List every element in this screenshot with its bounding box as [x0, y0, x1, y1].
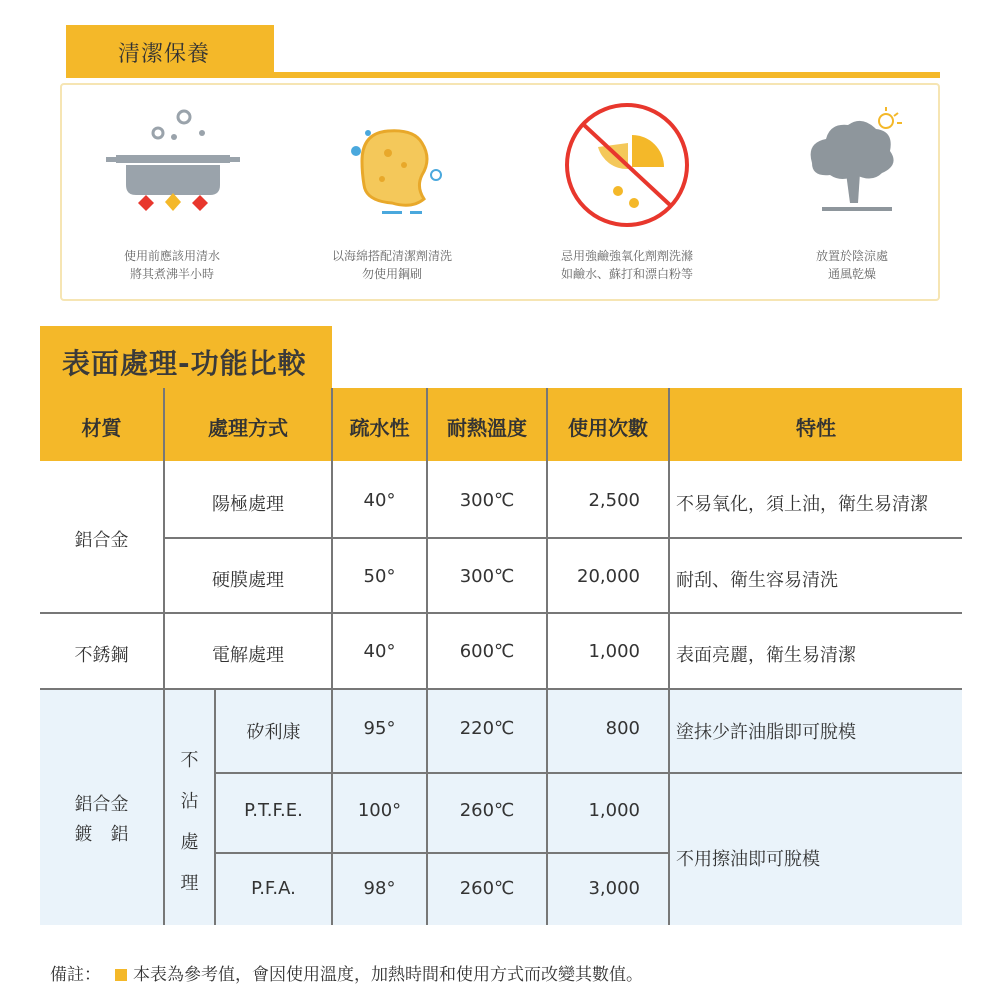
feature-cell: 塗抹少許油脂即可脫模 — [676, 722, 856, 743]
table-section-title: 表面處理-功能比較 — [62, 347, 307, 380]
row-separator — [214, 852, 668, 854]
method-cell: P.T.F.E. — [244, 800, 303, 821]
group-stainless: 不銹鋼 — [74, 645, 129, 666]
care-item-no-alkali — [517, 85, 737, 299]
group-nonstick: 不 沾 處 理 — [180, 750, 199, 894]
care-item-boil — [62, 85, 282, 299]
header-method: 處理方式 — [165, 388, 331, 461]
care-caption-line1: 忌用強鹼強氧化劑劑洗滌 — [560, 249, 693, 263]
hydro-cell: 50° — [363, 566, 396, 587]
hydro-cell: 40° — [363, 490, 396, 511]
care-item-dry — [742, 85, 962, 299]
care-section-title: 清潔保養 — [118, 42, 211, 67]
row-separator — [214, 772, 962, 774]
temp-cell: 300℃ — [459, 566, 515, 587]
hydro-cell: 98° — [363, 878, 396, 899]
care-caption-line1: 放置於陰涼處 — [815, 249, 888, 263]
table-section-tab — [40, 326, 332, 390]
col-separator — [668, 388, 670, 925]
footnote-text: 本表為參考值，會因使用溫度，加熱時間和使用方式而改變其數值。 — [133, 965, 643, 985]
group-alloy: 鋁合金 — [40, 526, 163, 552]
header-feature: 特性 — [670, 388, 962, 461]
method-cell: P.F.A. — [251, 878, 296, 899]
feature-cell-merged: 不用擦油即可脫模 — [676, 849, 820, 870]
feature-cell: 耐刮、衛生容易清洗 — [676, 570, 838, 591]
group-plated: 鋁合金 鍍 鋁 — [74, 794, 129, 845]
footnote — [50, 960, 643, 985]
care-section-tab — [66, 25, 274, 75]
care-caption-line2: 通風乾燥 — [827, 267, 876, 281]
row-separator — [40, 688, 962, 690]
care-caption-line2: 如鹼水、蘇打和漂白粉等 — [560, 267, 693, 281]
row-separator — [40, 537, 962, 539]
care-section-divider — [66, 72, 940, 78]
care-caption-line1: 使用前應該用清水 — [123, 249, 220, 263]
feature-cell: 表面亮麗，衛生易清潔 — [676, 645, 856, 666]
care-caption-line2: 勿使用鋼刷 — [361, 267, 422, 281]
hydro-cell: 100° — [357, 800, 402, 821]
method-cell: 電解處理 — [212, 645, 284, 666]
method-cell: 陽極處理 — [212, 494, 284, 515]
uses-cell: 3,000 — [588, 878, 640, 899]
care-caption-line2: 將其煮沸半小時 — [129, 267, 214, 281]
header-heat: 耐熱溫度 — [428, 388, 546, 461]
temp-cell: 260℃ — [459, 878, 515, 899]
method-cell: 硬膜處理 — [212, 570, 284, 591]
hydro-cell: 40° — [363, 641, 396, 662]
pot-boiling-icon — [102, 103, 242, 213]
temp-cell: 300℃ — [459, 490, 515, 511]
sponge-icon — [322, 103, 462, 223]
hydro-cell: 95° — [363, 718, 396, 739]
row-separator — [40, 612, 962, 614]
header-uses: 使用次數 — [548, 388, 668, 461]
uses-cell: 800 — [605, 718, 640, 739]
tree-icon — [782, 103, 922, 223]
uses-cell: 20,000 — [577, 566, 640, 587]
uses-cell: 1,000 — [588, 641, 640, 662]
header-hydrophobic: 疏水性 — [333, 388, 426, 461]
care-caption-line1: 以海綿搭配清潔劑清洗 — [331, 249, 452, 263]
temp-cell: 260℃ — [459, 800, 515, 821]
care-panel — [60, 83, 940, 301]
footnote-square-icon — [115, 969, 127, 981]
care-item-sponge — [282, 85, 502, 299]
no-lemon-icon — [562, 103, 692, 233]
temp-cell: 600℃ — [459, 641, 515, 662]
header-material: 材質 — [40, 388, 163, 461]
uses-cell: 1,000 — [588, 800, 640, 821]
footnote-label: 備註： — [50, 965, 101, 985]
uses-cell: 2,500 — [588, 490, 640, 511]
temp-cell: 220℃ — [459, 718, 515, 739]
feature-cell: 不易氧化，須上油，衛生易清潔 — [676, 494, 928, 515]
method-cell: 矽利康 — [246, 722, 301, 743]
